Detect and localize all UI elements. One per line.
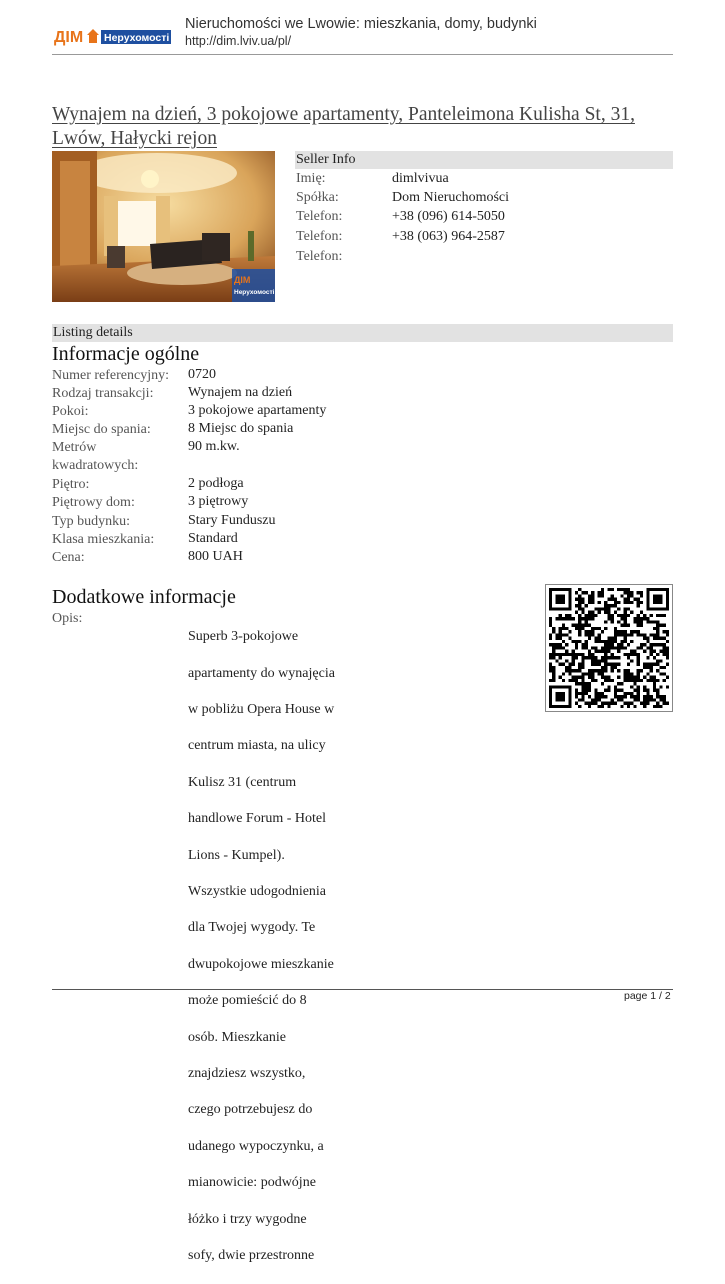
detail-label: Piętrowy dom: <box>52 495 135 510</box>
detail-label: Pokoi: <box>52 404 89 419</box>
detail-value: 90 m.kw. <box>188 439 240 454</box>
detail-value: 0720 <box>188 367 216 382</box>
seller-phone-value[interactable]: +38 (096) 614-5050 <box>392 209 505 224</box>
apartment-photo <box>52 151 275 302</box>
general-info-heading: Informacje ogólne <box>52 343 200 365</box>
description-label: Opis: <box>52 611 83 626</box>
listing-details-bar <box>52 324 673 342</box>
detail-value: 8 Miejsc do spania <box>188 421 294 436</box>
svg-text:ДІМ: ДІМ <box>54 29 84 46</box>
detail-value: Stary Funduszu <box>188 513 276 528</box>
qr-code-icon <box>549 588 669 708</box>
detail-label: Rodzaj transakcji: <box>52 386 154 401</box>
detail-label: Piętro: <box>52 477 90 492</box>
description-text: Superb 3-pokojowe apartamenty do wynajęcia w pobliżu Opera House w centrum miasta, na ulicy Kulisz 31 (centrum handlowe Forum - Hotel Lions - Kumpel). Wszystkie udogodnienia dla Twojej wygody. Te dwupokojowe mieszkanie może pomieścić do 8 osób. Mieszkanie znajdziesz wszystko, czego potrzebujesz do udanego wypoczynku, a mianowicie: podwójne łóżko i trzy wygodne sofy, dwie przestronne <box>188 629 335 1264</box>
detail-label: Cena: <box>52 550 85 565</box>
detail-value: 3 piętrowy <box>188 494 249 509</box>
listing-details-heading: Listing details <box>53 325 133 340</box>
detail-value: 3 pokojowe apartamenty <box>188 403 327 418</box>
detail-value: 2 podłoga <box>188 476 244 491</box>
seller-phone-label: Telefon: <box>296 229 343 244</box>
seller-phone-value[interactable]: +38 (063) 964-2587 <box>392 229 505 244</box>
site-title: Nieruchomości we Lwowie: mieszkania, domy, budynki <box>185 16 537 32</box>
svg-text:ДІМ: ДІМ <box>234 275 251 285</box>
seller-company-label: Spółka: <box>296 190 339 205</box>
detail-label: Numer referencyjny: <box>52 368 169 383</box>
svg-text:Нерухомості: Нерухомості <box>104 32 170 44</box>
site-url[interactable]: http://dim.lviv.ua/pl/ <box>185 34 292 48</box>
detail-value: Standard <box>188 531 238 546</box>
page-number: page 1 / 2 <box>624 990 671 1002</box>
detail-label: Miejsc do spania: <box>52 422 151 437</box>
listing-title[interactable]: Wynajem na dzień, 3 pokojowe apartamenty, Panteleimona Kulisha St, 31, Lwów, Hałycki rejon <box>52 104 635 149</box>
detail-value: Wynajem na dzień <box>188 385 293 400</box>
seller-phone-label: Telefon: <box>296 249 343 264</box>
detail-value: 800 UAH <box>188 549 243 564</box>
svg-text:Нерухомості: Нерухомості <box>234 289 275 296</box>
detail-label: Klasa mieszkania: <box>52 532 155 547</box>
detail-label: Metrów kwadratowych: <box>52 440 139 473</box>
detail-label: Typ budynku: <box>52 514 130 529</box>
site-logo <box>54 26 172 46</box>
seller-name-value: dimlvivua <box>392 171 449 186</box>
seller-company-value: Dom Nieruchomości <box>392 190 510 205</box>
seller-info-heading: Seller Info <box>296 152 356 167</box>
seller-name-label: Imię: <box>296 171 326 186</box>
footer-divider <box>52 989 673 990</box>
seller-phone-label: Telefon: <box>296 209 343 224</box>
additional-info-heading: Dodatkowe informacje <box>52 586 236 608</box>
header-divider <box>52 54 673 55</box>
qr-code <box>545 584 673 712</box>
